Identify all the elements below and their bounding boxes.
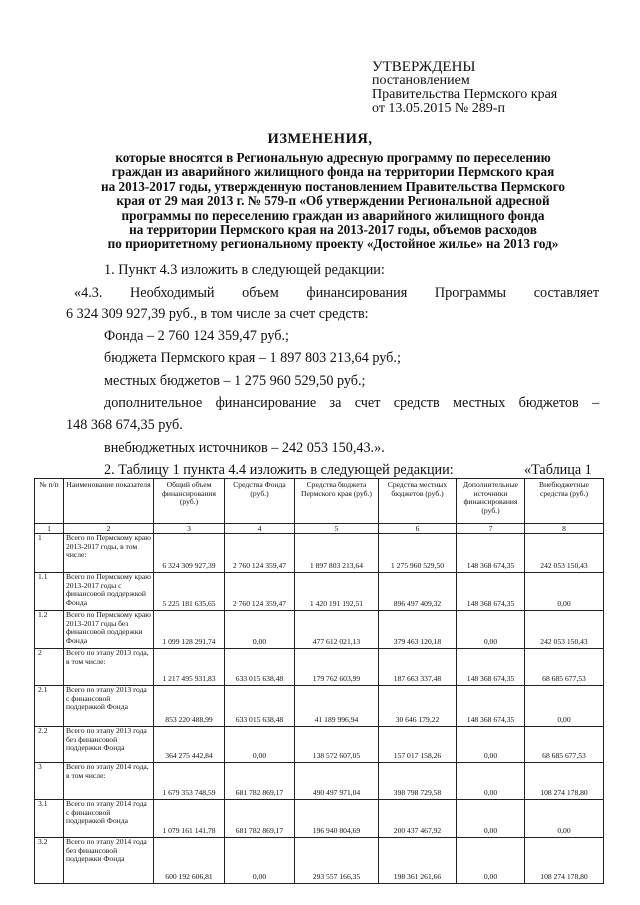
word: дополнительное [104,395,203,411]
table-row [35,686,604,727]
table-row [35,649,604,686]
cell-additional: 0,00 [457,727,525,763]
column-number: 2 [64,524,154,534]
cell-regional: 477 612 021,13 [295,611,379,649]
table-row [35,534,604,573]
word: финансирование [215,395,317,411]
cell-total: 6 324 309 927,39 [154,534,225,573]
cell-fund: 681 782 869,17 [225,763,295,800]
cell-regional: 179 762 603,99 [295,649,379,686]
cell-fund: 0,00 [225,611,295,649]
table-caption: «Таблица 1 [524,462,592,478]
financing-table [34,478,604,884]
subtitle-line: по приоритетному региональному проекту «Достойное жилье» на 2013 год» [107,236,559,252]
cell-regional: 1 897 803 213,64 [295,534,379,573]
row-number: 3.1 [35,800,64,838]
cell-additional: 0,00 [457,763,525,800]
cell-fund: 633 015 638,48 [225,686,295,727]
header-extra: Внебюджетные средства (руб.) [525,479,604,524]
subtitle-line: края от 29 мая 2013 г. № 579-п «Об утверждении Региональной адресной [116,193,550,209]
paragraph-2-table-intro: 2. Таблицу 1 пункта 4.4 изложить в следующей редакции: [104,462,454,478]
approval-title: УТВЕРЖДЕНЫ [372,59,476,75]
cell-fund: 633 015 638,48 [225,649,295,686]
row-number: 1.1 [35,573,64,611]
cell-additional: 0,00 [457,838,525,884]
row-name: Всего по этапу 2014 года с финансовой поддержкой Фонда [64,800,154,838]
cell-total: 364 275 442,84 [154,727,225,763]
row-name: Всего по этапу 2013 года без финансовой поддержки Фонда [64,727,154,763]
table-row [35,800,604,838]
cell-total: 1 099 128 291,74 [154,611,225,649]
cell-local: 157 017 158,26 [379,727,457,763]
approval-line: постановлением [372,73,470,88]
cell-fund: 681 782 869,17 [225,800,295,838]
cell-extra: 242 053 150,43 [525,611,604,649]
paragraph-local-budgets: местных бюджетов – 1 275 960 529,50 руб.; [104,373,366,389]
cell-regional: 1 420 191 192,51 [295,573,379,611]
header-additional: Дополнительные источники финансирования (руб.) [457,479,525,524]
word: Программы [434,285,507,301]
cell-extra: 68 685 677,53 [525,649,604,686]
table-header-row [35,479,604,524]
row-number: 2.1 [35,686,64,727]
cell-fund: 2 760 124 359,47 [225,573,295,611]
table-row [35,838,604,884]
cell-fund: 2 760 124 359,47 [225,534,295,573]
row-name: Всего по этапу 2013 года с финансовой поддержкой Фонда [64,686,154,727]
row-number: 1 [35,534,64,573]
cell-total: 1 679 353 748,59 [154,763,225,800]
cell-total: 1 217 495 931,83 [154,649,225,686]
word: местных [452,395,506,411]
column-number: 6 [379,524,457,534]
column-number: 5 [295,524,379,534]
cell-local: 1 275 960 529,50 [379,534,457,573]
header-local: Средства местных бюджетов (руб.) [379,479,457,524]
row-name: Всего по этапу 2014 года без финансовой поддержки Фонда [64,838,154,884]
cell-regional: 490 497 971,04 [295,763,379,800]
paragraph-2-continued: 6 324 309 927,39 руб., в том числе за счет средств: [66,306,369,322]
table-row [35,763,604,800]
cell-regional: 293 557 166,35 [295,838,379,884]
word: счет [354,395,381,411]
header-no: № п/п [35,479,64,524]
cell-total: 853 220 488,99 [154,686,225,727]
cell-local: 30 646 179,22 [379,686,457,727]
header-regional: Средства бюджета Пермского края (руб.) [295,479,379,524]
cell-extra: 0,00 [525,573,604,611]
cell-extra: 68 685 677,53 [525,727,604,763]
approval-line: Правительства Пермского края [372,87,558,102]
column-number: 7 [457,524,525,534]
document-title: ИЗМЕНЕНИЯ, [267,131,373,147]
row-number: 2.2 [35,727,64,763]
table-row [35,573,604,611]
approval-date: от 13.05.2015 № 289-п [372,101,505,116]
cell-regional: 196 940 804,69 [295,800,379,838]
cell-fund: 0,00 [225,838,295,884]
cell-total: 1 079 161 141,78 [154,800,225,838]
paragraph-fund: Фонда – 2 760 124 359,47 руб.; [104,328,289,344]
cell-regional: 138 572 607,05 [295,727,379,763]
word: – [592,395,600,411]
subtitle-line: которые вносятся в Региональную адресную программу по переселению [115,150,551,165]
cell-regional: 41 189 996,94 [295,686,379,727]
document-subtitle [58,151,608,252]
paragraph-additional-continued: 148 368 674,35 руб. [66,417,183,433]
header-fund: Средства Фонда (руб.) [225,479,295,524]
table-column-numbers [35,524,604,534]
word: «4.3. [74,285,103,301]
paragraph-additional-first-line [104,395,599,412]
cell-additional: 148 368 674,35 [457,686,525,727]
paragraph-regional-budget: бюджета Пермского края – 1 897 803 213,64 руб.; [104,350,401,366]
word: Необходимый [130,285,215,301]
column-number: 8 [525,524,604,534]
cell-additional: 148 368 674,35 [457,534,525,573]
cell-extra: 242 053 150,43 [525,534,604,573]
word: финансирования [306,285,408,301]
cell-local: 198 361 261,66 [379,838,457,884]
word: средств [393,395,440,411]
cell-local: 398 798 729,58 [379,763,457,800]
approval-stamp [372,60,557,116]
row-number: 3.2 [35,838,64,884]
word: объем [242,285,279,301]
word: за [329,395,342,411]
cell-total: 5 225 181 635,65 [154,573,225,611]
cell-extra: 0,00 [525,686,604,727]
cell-local: 896 497 409,32 [379,573,457,611]
cell-additional: 148 368 674,35 [457,573,525,611]
column-number: 4 [225,524,295,534]
header-total: Общий объем финансирования (руб.) [154,479,225,524]
cell-additional: 0,00 [457,800,525,838]
row-number: 2 [35,649,64,686]
row-name: Всего по Пермскому краю 2013-2017 годы без финансовой поддержки Фонда [64,611,154,649]
paragraph-1: 1. Пункт 4.3 изложить в следующей редакции: [104,262,385,278]
subtitle-line: граждан из аварийного жилищного фонда на территории Пермского края [111,164,555,180]
paragraph-extrabudget: внебюджетных источников – 242 053 150,43.». [104,440,385,456]
cell-additional: 148 368 674,35 [457,649,525,686]
row-name: Всего по этапу 2013 года, в том числе: [64,649,154,686]
column-number: 1 [35,524,64,534]
cell-extra: 108 274 178,80 [525,763,604,800]
row-number: 1.2 [35,611,64,649]
subtitle-line: на 2013-2017 годы, утвержденную постановлением Правительства Пермского [101,178,565,194]
cell-local: 200 437 467,92 [379,800,457,838]
cell-local: 187 663 337,48 [379,649,457,686]
cell-total: 600 192 606,81 [154,838,225,884]
cell-additional: 0,00 [457,611,525,649]
cell-extra: 108 274 178,80 [525,838,604,884]
table-row [35,727,604,763]
row-name: Всего по этапу 2014 года, в том числе: [64,763,154,800]
cell-extra: 0,00 [525,800,604,838]
subtitle-line: программы по переселению граждан из аварийного жилищного фонда [121,207,545,223]
word: составляет [533,285,600,301]
cell-fund: 0,00 [225,727,295,763]
table-row [35,611,604,649]
column-number: 3 [154,524,225,534]
paragraph-2-first-line [74,285,599,302]
cell-local: 379 463 120,18 [379,611,457,649]
row-name: Всего по Пермскому краю 2013-2017 годы, в том числе: [64,534,154,573]
row-name: Всего по Пермскому краю 2013-2017 годы с финансовой поддержкой Фонда [64,573,154,611]
subtitle-line: на территории Пермского края на 2013-2017 годы, объемов расходов [129,222,537,238]
row-number: 3 [35,763,64,800]
header-name: Наименование показателя [64,479,154,524]
word: бюджетов [518,395,579,411]
